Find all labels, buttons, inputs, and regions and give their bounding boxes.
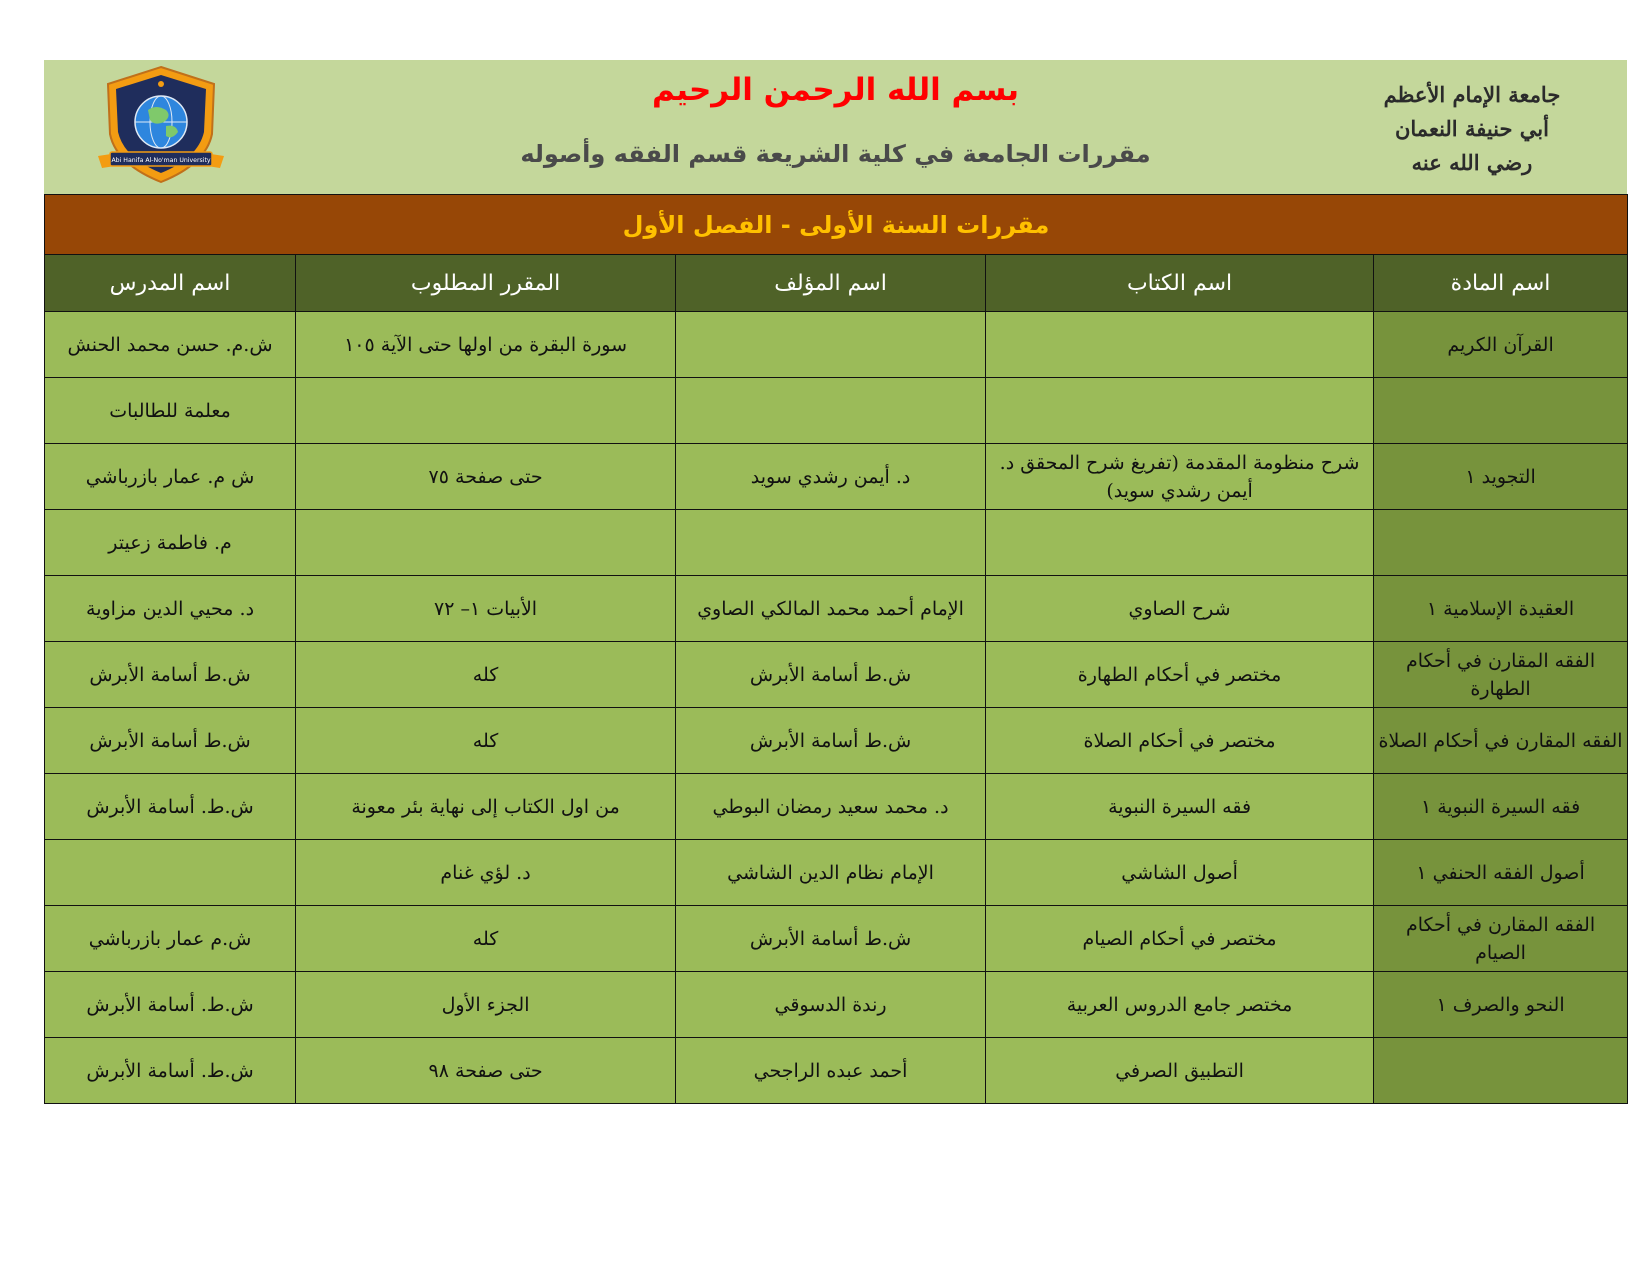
teacher-cell: ش.م عمار بازرباشي: [45, 906, 296, 972]
page-subtitle: مقررات الجامعة في كلية الشريعة قسم الفقه وأصوله: [520, 140, 1151, 168]
column-header-book: اسم الكتاب: [986, 255, 1374, 312]
table-row: [45, 840, 1628, 906]
logo-year-text: 2022: [153, 172, 169, 179]
book-cell: [986, 312, 1374, 378]
teacher-cell: ش.ط. أسامة الأبرش: [45, 774, 296, 840]
teacher-cell: [45, 840, 296, 906]
author-cell: ش.ط أسامة الأبرش: [676, 906, 986, 972]
subject-cell: [1374, 378, 1628, 444]
syllabus-cell: كله: [296, 906, 676, 972]
column-header-author: اسم المؤلف: [676, 255, 986, 312]
teacher-cell: ش.ط أسامة الأبرش: [45, 708, 296, 774]
university-logo-icon: [96, 64, 226, 188]
column-header-syllabus: المقرر المطلوب: [296, 255, 676, 312]
teacher-cell: معلمة للطالبات: [45, 378, 296, 444]
column-header-teacher: اسم المدرس: [45, 255, 296, 312]
term-title: مقررات السنة الأولى - الفصل الأول: [45, 195, 1628, 255]
author-cell: أحمد عبده الراجحي: [676, 1038, 986, 1104]
teacher-cell: ش.ط أسامة الأبرش: [45, 642, 296, 708]
subject-cell: الفقه المقارن في أحكام الصيام: [1374, 906, 1628, 972]
table-row: [45, 378, 1628, 444]
syllabus-cell: د. لؤي غنام: [296, 840, 676, 906]
table-row: [45, 444, 1628, 510]
table-row: [45, 708, 1628, 774]
column-header-subject: اسم المادة: [1374, 255, 1628, 312]
book-cell: [986, 510, 1374, 576]
author-cell: رندة الدسوقي: [676, 972, 986, 1038]
author-cell: الإمام أحمد محمد المالكي الصاوي: [676, 576, 986, 642]
subject-cell: الفقه المقارن في أحكام الطهارة: [1374, 642, 1628, 708]
document-page: [44, 60, 1627, 1104]
teacher-cell: ش.ط. أسامة الأبرش: [45, 972, 296, 1038]
courses-table: [44, 194, 1628, 1104]
book-cell: شرح الصاوي: [986, 576, 1374, 642]
teacher-cell: ش م. عمار بازرباشي: [45, 444, 296, 510]
author-cell: د. أيمن رشدي سويد: [676, 444, 986, 510]
book-cell: مختصر جامع الدروس العربية: [986, 972, 1374, 1038]
subject-cell: النحو والصرف ١: [1374, 972, 1628, 1038]
header-band: [44, 60, 1627, 194]
subject-cell: [1374, 510, 1628, 576]
syllabus-cell: حتى صفحة ٧٥: [296, 444, 676, 510]
teacher-cell: ش.م. حسن محمد الحنش: [45, 312, 296, 378]
syllabus-cell: [296, 378, 676, 444]
author-cell: الإمام نظام الدين الشاشي: [676, 840, 986, 906]
term-title-row: [45, 195, 1628, 255]
subject-cell: الفقه المقارن في أحكام الصلاة: [1374, 708, 1628, 774]
table-row: [45, 510, 1628, 576]
table-row: [45, 1038, 1628, 1104]
author-cell: ش.ط أسامة الأبرش: [676, 708, 986, 774]
teacher-cell: د. محيي الدين مزاوية: [45, 576, 296, 642]
book-cell: مختصر في أحكام الصلاة: [986, 708, 1374, 774]
university-name-line: أبي حنيفة النعمان: [1394, 116, 1549, 141]
book-cell: مختصر في أحكام الصيام: [986, 906, 1374, 972]
table-row: [45, 642, 1628, 708]
subject-cell: التجويد ١: [1374, 444, 1628, 510]
subject-cell: فقه السيرة النبوية ١: [1374, 774, 1628, 840]
syllabus-cell: الأبيات ١– ٧٢: [296, 576, 676, 642]
subject-cell: [1374, 1038, 1628, 1104]
table-row: [45, 906, 1628, 972]
book-cell: [986, 378, 1374, 444]
book-cell: مختصر في أحكام الطهارة: [986, 642, 1374, 708]
syllabus-cell: كله: [296, 708, 676, 774]
teacher-cell: م. فاطمة زعيتر: [45, 510, 296, 576]
subject-cell: العقيدة الإسلامية ١: [1374, 576, 1628, 642]
table-row: [45, 312, 1628, 378]
syllabus-cell: [296, 510, 676, 576]
book-cell: أصول الشاشي: [986, 840, 1374, 906]
syllabus-cell: من اول الكتاب إلى نهاية بئر معونة: [296, 774, 676, 840]
syllabus-cell: الجزء الأول: [296, 972, 676, 1038]
book-cell: شرح منظومة المقدمة (تفريغ شرح المحقق د. أيمن رشدي سويد): [986, 444, 1374, 510]
table-row: [45, 576, 1628, 642]
table-header-row: [45, 255, 1628, 312]
author-cell: د. محمد سعيد رمضان البوطي: [676, 774, 986, 840]
basmala: بسم الله الرحمن الرحيم: [651, 72, 1020, 108]
subject-cell: القرآن الكريم: [1374, 312, 1628, 378]
table-row: [45, 774, 1628, 840]
university-name-line: جامعة الإمام الأعظم: [1383, 82, 1561, 107]
university-name-line: رضي الله عنه: [1411, 150, 1533, 175]
author-cell: [676, 510, 986, 576]
author-cell: [676, 312, 986, 378]
logo-banner-text: Abi Hanifa Al-No'man University: [111, 157, 211, 164]
teacher-cell: ش.ط. أسامة الأبرش: [45, 1038, 296, 1104]
author-cell: ش.ط أسامة الأبرش: [676, 642, 986, 708]
syllabus-cell: سورة البقرة من اولها حتى الآية ١٠٥: [296, 312, 676, 378]
author-cell: [676, 378, 986, 444]
table-row: [45, 972, 1628, 1038]
syllabus-cell: حتى صفحة ٩٨: [296, 1038, 676, 1104]
syllabus-cell: كله: [296, 642, 676, 708]
subject-cell: أصول الفقه الحنفي ١: [1374, 840, 1628, 906]
book-cell: فقه السيرة النبوية: [986, 774, 1374, 840]
book-cell: التطبيق الصرفي: [986, 1038, 1374, 1104]
